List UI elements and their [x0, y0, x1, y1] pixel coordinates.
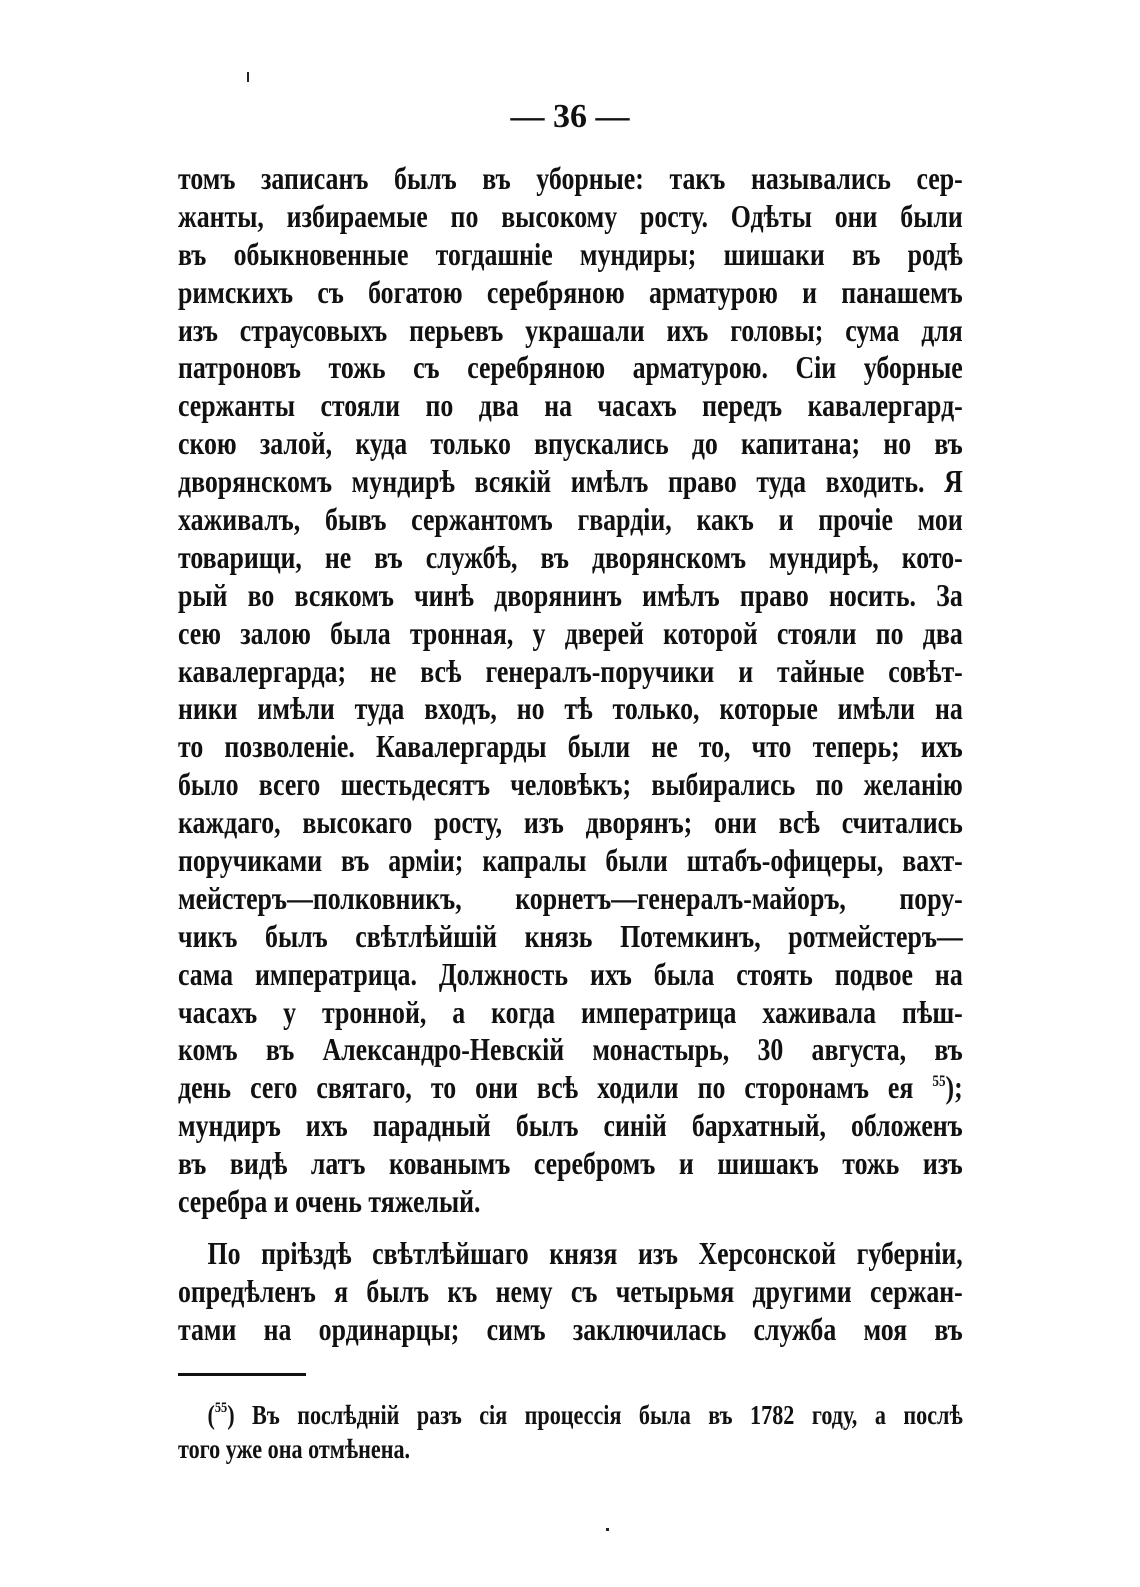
text-line: опредѣленъ я былъ къ нему съ четырьмя другими сержан- — [178, 1274, 963, 1309]
text-line: жанты, избираемые по высокому росту. Одѣты они были — [178, 198, 963, 234]
text-line: сержанты стояли по два на часахъ передъ кавалергард- — [178, 388, 963, 424]
footnote-ref-marker[interactable]: 55 — [932, 1073, 946, 1091]
text-line: ники имѣли туда входъ, но тѣ только, которые имѣли на — [178, 691, 963, 727]
text-line: комъ въ Александро-Невскій монастырь, 30 августа, въ — [178, 1032, 963, 1068]
text-line: то позволеніе. Кавалергарды были не то, что теперь; ихъ — [178, 729, 963, 765]
footnote-open-paren: ( — [207, 1400, 215, 1430]
footnote — [178, 1398, 963, 1466]
page-number: — 36 — — [510, 98, 630, 135]
text-line: кавалергарда; не всѣ генералъ-поручики и тайные совѣт- — [178, 653, 963, 689]
text-line: сею залою была тронная, у дверей которой стояли по два — [178, 615, 963, 651]
scan-speck — [247, 72, 249, 82]
text-line-with-footnote-ref — [178, 1069, 963, 1107]
text-line: было всего шестьдесятъ человѣкъ; выбирались по желанію — [178, 767, 963, 803]
footnote-text: ) Въ послѣдній разъ сія процессія была въ 1782 году, а послѣ — [227, 1400, 963, 1430]
text-line: чикъ былъ свѣтлѣйшій князь Потемкинъ, ротмейстеръ— — [178, 918, 963, 954]
footnote-line: того уже она отмѣнена. — [178, 1434, 411, 1464]
footnote-ref-close: ); — [945, 1070, 963, 1106]
text-line: изъ страусовыхъ перьевъ украшали ихъ головы; сума для — [178, 312, 963, 348]
paragraph-1 — [178, 160, 963, 1221]
text-line: каждаго, высокаго росту, изъ дворянъ; они всѣ считались — [178, 805, 963, 841]
text-line-part: день сего святаго, то они всѣ ходили по сторонамъ ея — [178, 1070, 914, 1106]
text-line: скою залой, куда только впускались до капитана; но въ — [178, 426, 963, 462]
text-line: томъ записанъ былъ въ уборные: такъ назывались сер- — [178, 161, 963, 196]
paragraph-2 — [178, 1235, 963, 1349]
text-line: рый во всякомъ чинѣ дворянинъ имѣлъ право носить. За — [178, 577, 963, 613]
text-line: тами на ординарцы; симъ заключилась служба моя въ — [178, 1312, 963, 1347]
text-line: товарищи, не въ службѣ, въ дворянскомъ мундирѣ, кото- — [178, 539, 963, 575]
text-line: мундиръ ихъ парадный былъ синій бархатный, обложенъ — [178, 1108, 963, 1144]
footnote-divider — [178, 1373, 306, 1376]
text-line: въ видѣ латъ кованымъ серебромъ и шишакъ тожь изъ — [178, 1146, 963, 1182]
text-line: часахъ у тронной, а когда императрица хаживала пѣш- — [178, 994, 963, 1030]
text-line: патроновъ тожь съ серебряною арматурою. Сіи уборные — [178, 350, 963, 386]
text-line: По пріѣздѣ свѣтлѣйшаго князя изъ Херсонской губерніи, — [207, 1236, 963, 1271]
text-line: дворянскомъ мундирѣ всякій имѣлъ право туда входить. Я — [178, 464, 963, 500]
text-line: поручиками въ арміи; капралы были штабъ-офицеры, вахт- — [178, 843, 963, 879]
text-line: серебра и очень тяжелый. — [178, 1184, 481, 1220]
footnote-line — [178, 1398, 963, 1432]
text-line: римскихъ съ богатою серебряною арматурою и панашемъ — [178, 274, 963, 310]
footnote-marker: 55 — [214, 1400, 228, 1416]
scan-speck — [606, 1528, 609, 1531]
text-line: мейстеръ—полковникъ, корнетъ—генералъ-майоръ, пору- — [178, 880, 963, 916]
text-line: сама императрица. Должность ихъ была стоять подвое на — [178, 956, 963, 992]
text-line: хаживалъ, бывъ сержантомъ гвардіи, какъ и прочіе мои — [178, 502, 963, 538]
text-line: въ обыкновенные тогдашніе мундиры; шишаки въ родѣ — [178, 236, 963, 272]
